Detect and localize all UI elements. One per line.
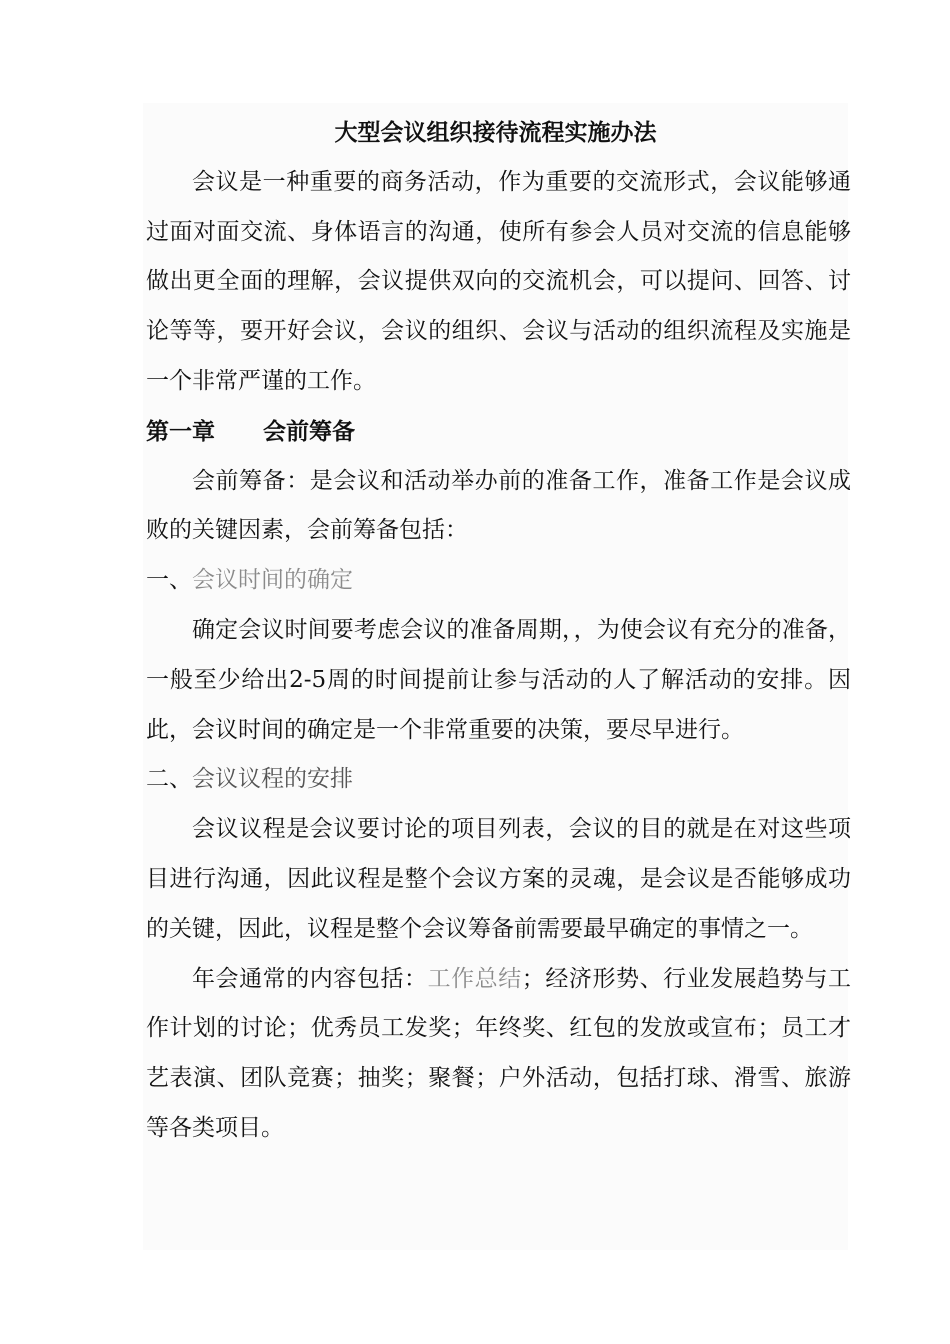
section-1-paragraph: 确定会议时间要考虑会议的准备周期，，为使会议有充分的准备，一般至少给出2-5周的时间提前让参与活动的人了解活动的安排。因此，会议时间的确定是一个非常重要的决策，要尽早进行。 [146,616,851,743]
chapter-heading: 第一章 会前筹备 [146,417,356,445]
document-title: 大型会议组织接待流程实施办法 [334,119,657,146]
section-number: 一、 [146,567,192,594]
section-number: 二、 [146,766,192,793]
intro-paragraph: 会议是一种重要的商务活动，作为重要的交流形式，会议能够通过面对面交流、身体语言的沟通，使所有参会人员对交流的信息能够做出更全面的理解，会议提供双向的交流机会，可以提问、回答、讨论等等，要开好会议，会议的组织、会议与活动的组织流程及实施是一个非常严谨的工作。 [146,168,851,394]
chapter-intro-paragraph: 会前筹备：是会议和活动举办前的准备工作，准备工作是会议成败的关键因素，会前筹备包括： [146,467,851,544]
annual-prefix: 年会通常的内容包括： [192,965,428,992]
document-body [146,108,851,1154]
annual-meeting-paragraph [146,955,851,1154]
work-summary-link[interactable]: 工作总结 [427,965,522,992]
section-2-paragraph: 会议议程是会议要讨论的项目列表，会议的目的就是在对这些项目进行沟通，因此议程是整个会议方案的灵魂，是会议是否能够成功的关键，因此，议程是整个会议筹备前需要最早确定的事情之一。 [146,816,851,942]
section-title-link[interactable]: 会议时间的确定 [192,567,353,594]
annual-rest: ；经济形势、行业发展趋势与工作计划的讨论；优秀员工发奖；年终奖、红包的发放或宣布；员工才艺表演、团队竞赛；抽奖；聚餐；户外活动，包括打球、滑雪、旅游等各类项目。 [146,965,852,1141]
section-title: 会议议程的安排 [192,766,353,793]
section-heading-2 [146,755,851,805]
section-heading-1 [146,556,851,606]
